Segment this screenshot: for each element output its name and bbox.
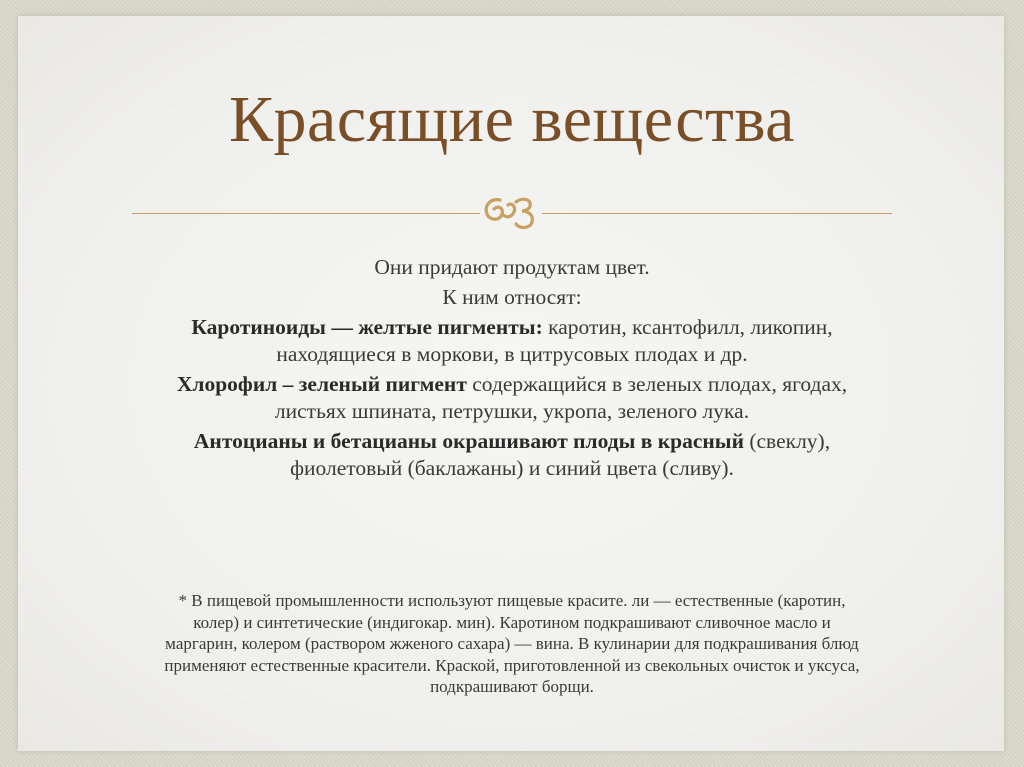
ornamental-flourish-icon xyxy=(478,188,546,236)
footnote-line-1: * В пищевой промышленности используют пищевые красите. ли — естественные (каротин, xyxy=(178,591,846,610)
anthocyanins-heading: Антоцианы и бетацианы окрашивают плоды в красный xyxy=(193,429,744,453)
slide-body xyxy=(100,254,924,482)
footnote xyxy=(80,590,944,698)
slide-title: Красящие вещества xyxy=(229,83,795,156)
divider-line-right xyxy=(542,213,892,214)
chlorophyll-line-2: листьях шпината, петрушки, укропа, зеленого лука. xyxy=(274,399,750,423)
chlorophyll-heading: Хлорофил – зеленый пигмент xyxy=(176,372,467,396)
anthocyanins-paragraph xyxy=(100,428,924,455)
footnote-line-4: применяют естественные красители. Краской, приготовленной из свекольных очисток и уксуса, xyxy=(164,655,860,675)
intro-line-2: К ним относят: xyxy=(442,285,582,309)
anthocyanins-text: (свеклу), xyxy=(743,429,831,453)
chlorophyll-paragraph xyxy=(100,371,924,398)
footnote-line-2: колер) и синтетические (индигокар. мин). Каротином подкрашивают сливочное масло и xyxy=(193,612,831,632)
divider-line-left xyxy=(132,213,480,214)
intro-line-1: Они придают продуктам цвет. xyxy=(374,255,650,279)
footnote-line-5: подкрашивают борщи. xyxy=(430,677,594,696)
anthocyanins-line-2: фиолетовый (баклажаны) и синий цвета (сливу). xyxy=(290,456,734,480)
chlorophyll-text: содержащийся в зеленых плодах, ягодах, xyxy=(466,372,848,396)
carotenoids-text: каротин, ксантофилл, ликопин, xyxy=(542,315,833,339)
carotenoids-line-2: находящиеся в моркови, в цитрусовых плодах и др. xyxy=(276,342,748,366)
footnote-line-3: маргарин, колером (раствором жженого сахара) — вина. В кулинарии для подкрашивания блюд xyxy=(165,634,859,653)
carotenoids-paragraph xyxy=(100,314,924,341)
carotenoids-heading: Каротиноиды — желтые пигменты: xyxy=(191,315,543,339)
